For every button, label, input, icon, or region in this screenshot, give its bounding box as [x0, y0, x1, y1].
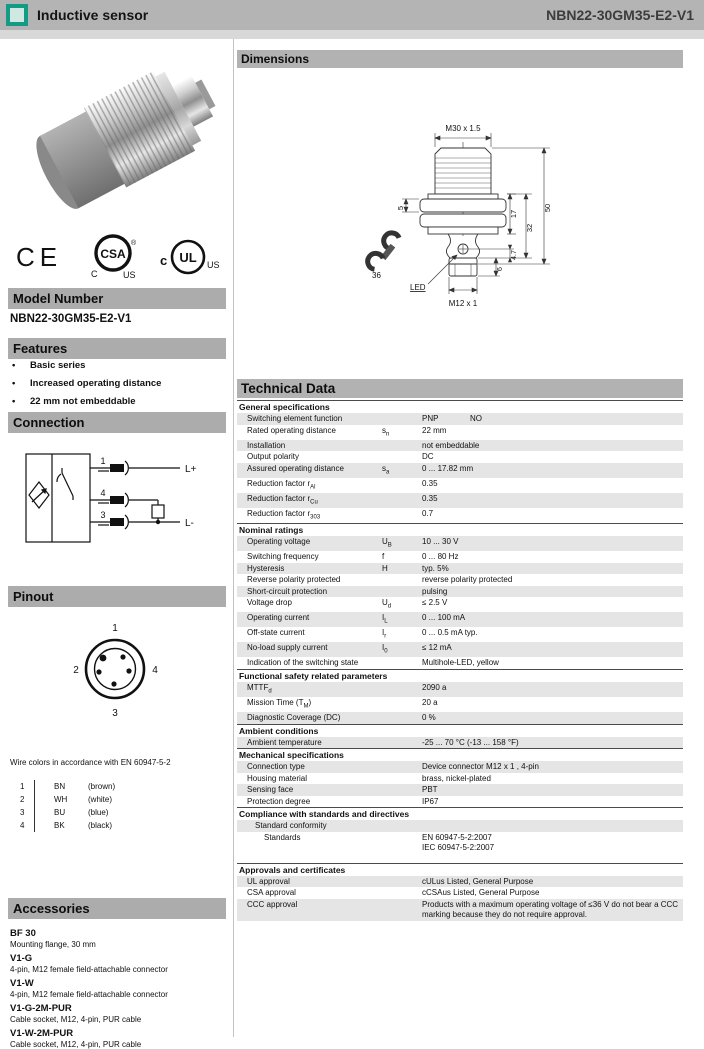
row-label: Switching element function — [247, 414, 343, 423]
dim-led-label: LED — [410, 283, 426, 292]
wire-color-name: (white) — [88, 795, 113, 804]
row-value: ≤ 2.5 V — [422, 598, 448, 608]
bullet-icon: • — [12, 396, 16, 407]
conn-pin1-label: 1 — [100, 456, 106, 466]
row-value: PBT — [422, 785, 438, 795]
row-value: 0 ... 0.5 mA typ. — [422, 628, 478, 638]
wire-divider-line — [34, 793, 54, 806]
row-value: 2090 a — [422, 682, 447, 692]
row-label: Sensing face — [247, 785, 294, 795]
feature-label: Basic series — [30, 360, 86, 371]
cul-us-logo-icon — [158, 235, 224, 277]
row-label: Reverse polarity protected — [247, 575, 341, 585]
table-row — [237, 536, 683, 551]
table-row — [237, 478, 683, 493]
row-value: 0 ... 80 Hz — [422, 552, 459, 562]
row-value: 0 % — [422, 713, 436, 723]
product-type-title: Inductive sensor — [37, 7, 149, 23]
connection-diagram — [8, 438, 218, 558]
row-value: cCSAus Listed, General Purpose — [422, 888, 540, 898]
table-row — [237, 657, 683, 669]
row-label: CSA approval — [247, 888, 296, 898]
accessory-name: V1-W — [10, 978, 34, 989]
row-label: Indication of the switching state — [247, 658, 359, 668]
table-row — [237, 586, 683, 598]
row-value: -25 ... 70 °C (-13 ... 158 °F) — [422, 737, 519, 747]
table-row — [237, 712, 683, 724]
table-row — [237, 773, 683, 785]
table-row — [237, 493, 683, 508]
bullet-icon: • — [12, 360, 16, 371]
table-group-header: Ambient conditions — [237, 724, 683, 737]
table-row — [237, 425, 683, 440]
table-row — [237, 832, 683, 854]
table-row — [237, 697, 683, 712]
table-row — [237, 761, 683, 773]
table-group-header: General specifications — [237, 400, 683, 413]
header-bar — [0, 0, 704, 30]
csa-logo-icon — [83, 232, 145, 280]
section-technical-data: Technical Data — [237, 379, 683, 398]
row-value-line: IEC 60947-5-2:2007 — [422, 843, 495, 853]
accessories-list — [10, 924, 228, 1049]
table-row — [237, 440, 683, 452]
accessory-name: V1-G-2M-PUR — [10, 1003, 72, 1014]
ce-mark-icon — [12, 238, 70, 274]
svg-text:US: US — [123, 270, 136, 280]
conn-lminus-label: L- — [185, 518, 194, 529]
row-value: Device connector M12 x 1 , 4-pin — [422, 762, 539, 772]
section-connection: Connection — [8, 412, 226, 433]
table-row — [237, 627, 683, 642]
dim-47-label: 4.7 — [511, 250, 518, 260]
svg-text:UL: UL — [179, 250, 197, 265]
row-value: IP67 — [422, 796, 439, 806]
dim-m12-label: M12 x 1 — [448, 299, 478, 308]
wire-pin-number: 3 — [20, 808, 25, 817]
accessory-description: Cable socket, M12, 4-pin, PUR cable — [10, 1015, 142, 1024]
table-row — [237, 451, 683, 463]
accessory-description: Cable socket, M12, 4-pin, PUR cable — [10, 1040, 142, 1049]
row-label: Voltage drop — [247, 598, 292, 608]
section-features: Features — [8, 338, 226, 359]
accessory-description: 4-pin, M12 female field-attachable connector — [10, 990, 168, 999]
table-row — [237, 551, 683, 563]
wire-color-code: BK — [54, 821, 65, 830]
row-symbol: $s_n$ — [382, 425, 390, 438]
dim-wrench-size-label: 36 — [372, 271, 381, 280]
dimension-drawing — [358, 118, 568, 313]
dim-m30-label: M30 x 1.5 — [445, 124, 481, 133]
row-label: No-load supply current — [247, 643, 328, 653]
conn-pin4-label: 4 — [100, 488, 106, 498]
header-model-number: NBN22-30GM35-E2-V1 — [546, 7, 694, 23]
row-label: Installation — [247, 440, 286, 450]
row-value-part: PNP — [422, 414, 439, 423]
feature-label: Increased operating distance — [30, 378, 162, 389]
wire-colors-note: Wire colors in accordance with EN 60947-5-2 — [10, 758, 171, 767]
svg-text:CSA: CSA — [100, 247, 126, 261]
row-label: Assured operating distance — [247, 463, 344, 473]
row-value: 0.35 — [422, 493, 438, 503]
row-label: Standards — [264, 832, 301, 842]
row-value-line: EN 60947-5-2:2007 — [422, 832, 492, 842]
table-row — [237, 597, 683, 612]
table-row — [237, 899, 683, 921]
wrench-icon — [364, 230, 402, 272]
feature-item — [10, 378, 226, 389]
header-shadow-strip — [0, 30, 704, 39]
table-row — [237, 574, 683, 586]
row-value: brass, nickel-plated — [422, 773, 491, 783]
row-label: Mission Time $(T_M)$ — [247, 698, 312, 710]
svg-text:US: US — [207, 260, 220, 270]
row-value: 22 mm — [422, 425, 447, 435]
row-symbol: H — [382, 563, 388, 573]
row-symbol: f — [382, 552, 385, 562]
row-label: Reduction factor $r_{Cu}$ — [247, 493, 318, 506]
row-value: cULus Listed, General Purpose — [422, 876, 534, 886]
row-label: Reduction factor $r_{303}$ — [247, 508, 321, 521]
section-pinout: Pinout — [8, 586, 226, 607]
wire-color-code: BN — [54, 782, 66, 791]
column-divider — [233, 39, 234, 1037]
table-row — [237, 563, 683, 575]
wire-color-name: (brown) — [88, 782, 116, 791]
row-value — [422, 833, 683, 854]
svg-text:c: c — [160, 253, 168, 268]
features-list — [10, 360, 226, 414]
bullet-icon: • — [12, 378, 16, 389]
row-value: 0 ... 17.82 mm — [422, 463, 474, 473]
row-label: Operating voltage — [247, 536, 311, 546]
accessory-name: V1-W-2M-PUR — [10, 1028, 74, 1039]
technical-data-table — [237, 400, 683, 921]
row-label: Short-circuit protection — [247, 586, 328, 596]
wire-color-row — [10, 793, 220, 806]
table-row — [237, 887, 683, 899]
row-label: UL approval — [247, 876, 290, 886]
row-value: typ. 5% — [422, 563, 449, 573]
wire-color-row — [10, 806, 220, 819]
row-symbol: $I_0$ — [382, 643, 388, 655]
table-row — [237, 796, 683, 808]
table-row — [237, 612, 683, 627]
accessory-description: 4-pin, M12 female field-attachable connector — [10, 965, 168, 974]
approval-logos — [12, 232, 224, 280]
wire-divider-line — [34, 806, 54, 819]
row-symbol: $U_B$ — [382, 536, 392, 549]
dim-50-label: 50 — [543, 203, 552, 213]
row-symbol: $s_a$ — [382, 463, 390, 476]
conn-lplus-label: L+ — [185, 464, 197, 475]
row-label: $MTTF_d$ — [247, 682, 272, 695]
wire-color-row — [10, 819, 220, 832]
accessory-description: Mounting flange, 30 mm — [10, 940, 96, 949]
row-label: Rated operating distance — [247, 425, 336, 435]
row-value: 0.7 — [422, 508, 434, 518]
table-row — [237, 413, 683, 425]
pinout-diagram — [45, 612, 185, 727]
pinout-pin2-label: 2 — [73, 665, 79, 676]
row-label: Protection degree — [247, 796, 311, 806]
row-label: Reduction factor $r_{Al}$ — [247, 478, 316, 491]
table-group-header: Nominal ratings — [237, 523, 683, 536]
row-value — [422, 414, 683, 425]
row-symbol: $U_d$ — [382, 598, 392, 610]
row-value: 0 ... 100 mA — [422, 613, 466, 623]
row-value: 10 ... 30 V — [422, 536, 459, 546]
table-row — [237, 737, 683, 749]
row-value: ≤ 12 mA — [422, 643, 452, 653]
sensor-photo-illustration — [10, 46, 224, 230]
wire-colors-table — [10, 780, 220, 832]
table-group-header: Approvals and certificates — [237, 863, 683, 876]
row-value: Products with a maximum operating voltage of ≤36 V do not bear a CCC marking because they do not require approval. — [422, 899, 679, 920]
row-label: Ambient temperature — [247, 737, 322, 747]
row-value: DC — [422, 452, 434, 462]
wire-pin-number: 1 — [20, 782, 25, 791]
table-group-header: Compliance with standards and directives — [237, 807, 683, 820]
row-value: 0.35 — [422, 478, 438, 488]
ce-text: CE — [16, 242, 63, 272]
row-symbol: $I_L$ — [382, 613, 388, 625]
model-number-value: NBN22-30GM35-E2-V1 — [10, 313, 132, 325]
svg-text:C: C — [91, 269, 98, 279]
row-label: Diagnostic Coverage (DC) — [247, 713, 341, 723]
row-label: Output polarity — [247, 452, 300, 462]
feature-item — [10, 360, 226, 371]
table-row — [237, 508, 683, 523]
dim-5-label: 5 — [396, 205, 405, 211]
row-label: Standard conformity — [255, 821, 327, 831]
table-row — [237, 682, 683, 697]
wire-color-code: BU — [54, 808, 66, 817]
pinout-pin3-label: 3 — [112, 708, 118, 719]
wire-color-name: (blue) — [88, 808, 109, 817]
table-row — [237, 463, 683, 478]
row-label: Housing material — [247, 773, 308, 783]
product-photo — [10, 46, 224, 230]
wire-pin-number: 4 — [20, 821, 25, 830]
feature-item — [10, 396, 226, 407]
wire-pin-number: 2 — [20, 795, 25, 804]
row-label: Off-state current — [247, 628, 305, 638]
accessory-name: BF 30 — [10, 928, 36, 939]
section-dimensions: Dimensions — [237, 50, 683, 68]
table-row — [237, 820, 683, 832]
dim-6-label: 6 — [497, 267, 504, 271]
row-value: Multihole-LED, yellow — [422, 658, 499, 668]
accessory-name: V1-G — [10, 953, 33, 964]
svg-text:®: ® — [131, 240, 137, 247]
row-symbol: $I_r$ — [382, 628, 387, 640]
row-label: Connection type — [247, 762, 305, 772]
row-label: Switching frequency — [247, 552, 319, 562]
brand-logo-icon — [6, 4, 28, 26]
dim-32-label: 32 — [525, 223, 534, 233]
wire-color-name: (black) — [88, 821, 113, 830]
wire-color-row — [10, 780, 220, 793]
table-row — [237, 642, 683, 657]
table-group-header: Mechanical specifications — [237, 748, 683, 761]
row-value: reverse polarity protected — [422, 575, 513, 585]
row-value-part: NO — [470, 414, 482, 423]
row-label: Hysteresis — [247, 563, 285, 573]
wire-divider-line — [34, 780, 54, 793]
pinout-pin1-label: 1 — [112, 623, 118, 634]
row-value: not embeddable — [422, 440, 480, 450]
pinout-pin4-label: 4 — [152, 665, 158, 676]
row-value: pulsing — [422, 586, 448, 596]
section-accessories: Accessories — [8, 898, 226, 919]
feature-label: 22 mm not embeddable — [30, 396, 136, 407]
section-model-number: Model Number — [8, 288, 226, 309]
row-value: 20 a — [422, 698, 438, 708]
table-row — [237, 784, 683, 796]
conn-pin3-label: 3 — [100, 510, 106, 520]
wire-divider-line — [34, 819, 54, 832]
row-label: CCC approval — [247, 899, 298, 909]
table-row — [237, 876, 683, 888]
dim-17-label: 17 — [509, 209, 518, 219]
table-group-header: Functional safety related parameters — [237, 669, 683, 682]
wire-color-code: WH — [54, 795, 68, 804]
row-label: Operating current — [247, 613, 310, 623]
